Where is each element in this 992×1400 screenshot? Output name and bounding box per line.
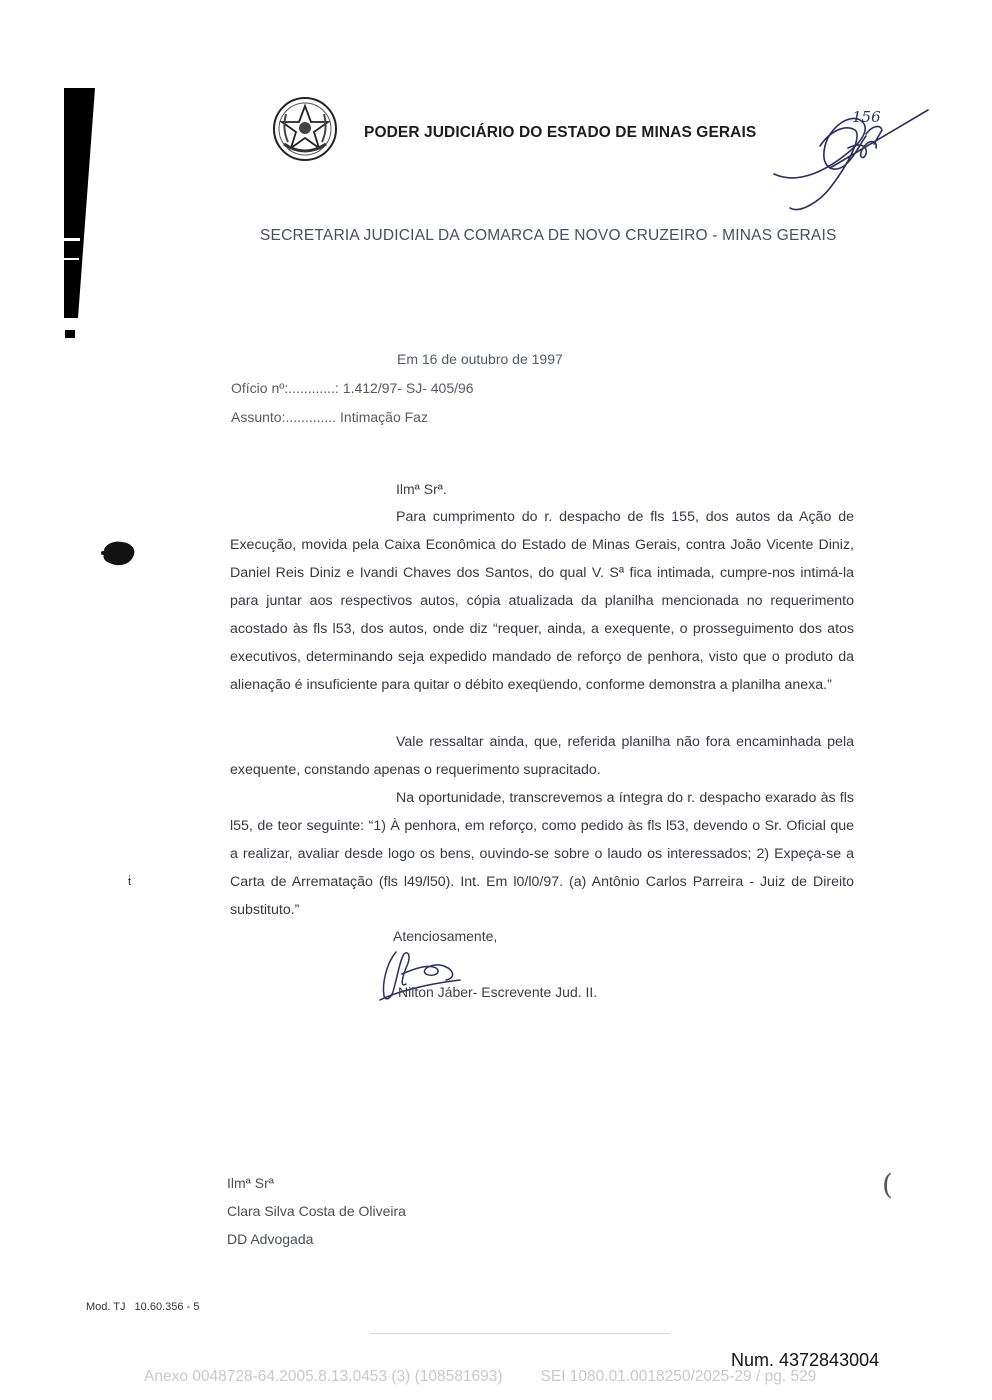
- recipient-title: Ilmª Srª: [227, 1175, 274, 1191]
- assunto-value: Intimação Faz: [340, 409, 428, 425]
- secretaria-title: SECRETARIA JUDICIAL DA COMARCA DE NOVO CRUZEIRO - MINAS GERAIS: [260, 227, 837, 244]
- form-model-code: 10.60.356 - 5: [134, 1301, 200, 1313]
- closing: Atenciosamente,: [393, 928, 498, 944]
- page-edge-line: [370, 1333, 670, 1334]
- salutation: Ilmª Srª.: [396, 481, 447, 497]
- paragraph-2-text: Vale ressaltar ainda, que, referida planilha não fora encaminhada pela exequente, constando apenas o requerimento supracitado.: [230, 734, 854, 778]
- scan-edge-mark: [64, 88, 95, 338]
- assunto-line: [231, 409, 428, 425]
- annex-reference: Anexo 0048728-64.2005.8.13.0453 (3) (108581693): [144, 1368, 503, 1385]
- ink-blot: [100, 538, 138, 568]
- handwritten-signature-top: [770, 96, 935, 218]
- form-model: [86, 1301, 199, 1313]
- oficio-value: 1.412/97- SJ- 405/96: [342, 380, 474, 396]
- sei-reference: SEI 1080.01.0018250/2025-29 / pg. 529: [540, 1368, 817, 1385]
- recipient-role: DD Advogada: [227, 1231, 314, 1247]
- state-coat-of-arms-icon: [272, 96, 338, 162]
- recipient-name: Clara Silva Costa de Oliveira: [227, 1203, 406, 1219]
- institution-title: PODER JUDICIÁRIO DO ESTADO DE MINAS GERAIS: [364, 124, 757, 141]
- letter-date: Em 16 de outubro de 1997: [397, 351, 563, 367]
- margin-parenthesis: (: [882, 1168, 893, 1201]
- document-number: Num. 4372843004: [731, 1350, 880, 1370]
- paragraph-2: [230, 728, 854, 784]
- annex-footer: [144, 1368, 816, 1386]
- paragraph-3: [230, 784, 854, 924]
- oficio-line: [231, 380, 474, 396]
- margin-mark: ṫ: [128, 876, 132, 888]
- oficio-label: Ofício nº:............:: [231, 380, 339, 396]
- form-model-label: Mod. TJ: [86, 1301, 126, 1313]
- signer-name: Nilton Jáber- Escrevente Jud. II.: [398, 984, 598, 1000]
- paragraph-1-text: Para cumprimento do r. despacho de fls 155, dos autos da Ação de Execução, movida pela Caixa Econômica do Estado de Minas Gerais, contra João Vicente Diniz, Daniel Reis Diniz e Ivandi Chaves dos Santos, do qual V. Sª fica intimada, cumpre-nos intimá-la para juntar aos respectivos autos, cópia atualizada da planilha mencionada no requerimento acostado às fls l53, dos autos, onde diz “requer, ainda, a exequente, o prosseguimento dos atos executivos, determinando seja expedido mandado de reforço de penhora, visto que o produto da alienação é insuficiente para quitar o débito exeqüendo, conforme demonstra a planilha anexa.”: [230, 509, 854, 693]
- assunto-label: Assunto:.............: [231, 409, 337, 425]
- handwritten-page-number: 156: [852, 108, 881, 126]
- paragraph-1: [230, 503, 854, 699]
- paragraph-3-text: Na oportunidade, transcrevemos a íntegra do r. despacho exarado às fls l55, de teor seguinte: “1) À penhora, em reforço, como pedido às fls l53, devendo o Sr. Oficial que a realizar, avaliar desde logo os bens, ouvindo-se sobre o laudo os interessados; 2) Expeça-se a Carta de Arrematação (fls l49/l50). Int. Em l0/l0/97. (a) Antônio Carlos Parreira - Juiz de Direito substituto.”: [230, 790, 854, 918]
